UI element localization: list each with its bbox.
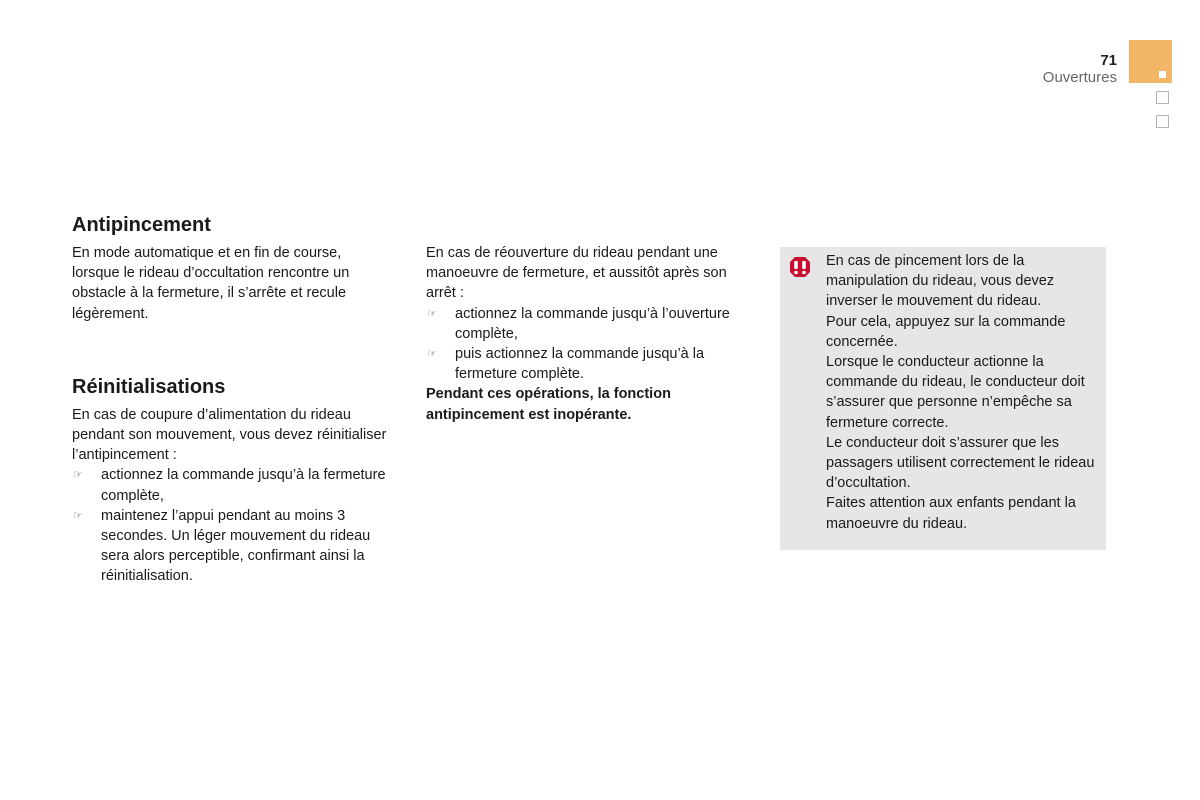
warning-paragraph: Lorsque le conducteur actionne la commande du rideau, le conducteur doit s’assurer que personne n’empêche sa fermeture correcte.: [826, 354, 1085, 431]
pointing-hand-icon: ☞: [427, 348, 437, 361]
list-item: [72, 465, 390, 505]
chapter-tab-active: [1129, 40, 1172, 83]
list-item: [72, 506, 390, 587]
page-header: [1043, 52, 1117, 87]
warning-paragraph: Pour cela, appuyez sur la commande concernée.: [826, 313, 1066, 350]
reinitialisations-steps: [72, 465, 390, 586]
chapter-tab-marker: [1156, 115, 1169, 128]
warning-icon: [789, 256, 811, 278]
warning-paragraph: En cas de pincement lors de la manipulation du rideau, vous devez inverser le mouvement du rideau.: [826, 253, 1055, 310]
list-item: [426, 344, 756, 384]
list-item-text: actionnez la commande jusqu’à l’ouverture complète,: [455, 305, 730, 342]
antipincement-text: En mode automatique et en fin de course, lorsque le rideau d’occultation rencontre un obstacle à la fermeture, il s’arrête et recule légèrement.: [72, 245, 350, 322]
reinitialisations-heading: Réinitialisations: [72, 375, 226, 398]
reinitialisations-intro: En cas de coupure d’alimentation du rideau pendant son mouvement, vous devez réinitialiser l’antipincement :: [72, 406, 387, 464]
inoperative-note: Pendant ces opérations, la fonction antipincement est inopérante.: [426, 386, 671, 423]
column-middle: [426, 243, 756, 425]
warning-paragraph: Faites attention aux enfants pendant la manoeuvre du rideau.: [826, 495, 1076, 532]
list-item-text: maintenez l’appui pendant au moins 3 secondes. Un léger mouvement du rideau sera alors perceptible, confirmant ainsi la réinitialisation.: [101, 507, 371, 585]
reopening-steps: [426, 304, 756, 385]
page-number: 71: [1100, 52, 1117, 69]
reopening-intro: En cas de réouverture du rideau pendant une manoeuvre de fermeture, et aussitôt après son arrêt :: [426, 245, 727, 302]
pointing-hand-icon: ☞: [73, 469, 83, 482]
list-item-text: actionnez la commande jusqu’à la fermeture complète,: [101, 467, 386, 504]
chapter-tab-marker: [1156, 91, 1169, 104]
column-left: [72, 213, 390, 587]
antipincement-heading: Antipincement: [72, 214, 211, 236]
pointing-hand-icon: ☞: [73, 509, 83, 522]
list-item: [426, 304, 756, 344]
list-item-text: puis actionnez la commande jusqu’à la fermeture complète.: [455, 346, 705, 383]
section-title: Ouvertures: [1042, 69, 1117, 86]
pointing-hand-icon: ☞: [427, 307, 437, 320]
warning-text: [826, 251, 1098, 534]
warning-paragraph: Le conducteur doit s’assurer que les passagers utilisent correctement le rideau d’occultation.: [826, 434, 1095, 492]
chapter-tab-dot: [1159, 71, 1166, 78]
